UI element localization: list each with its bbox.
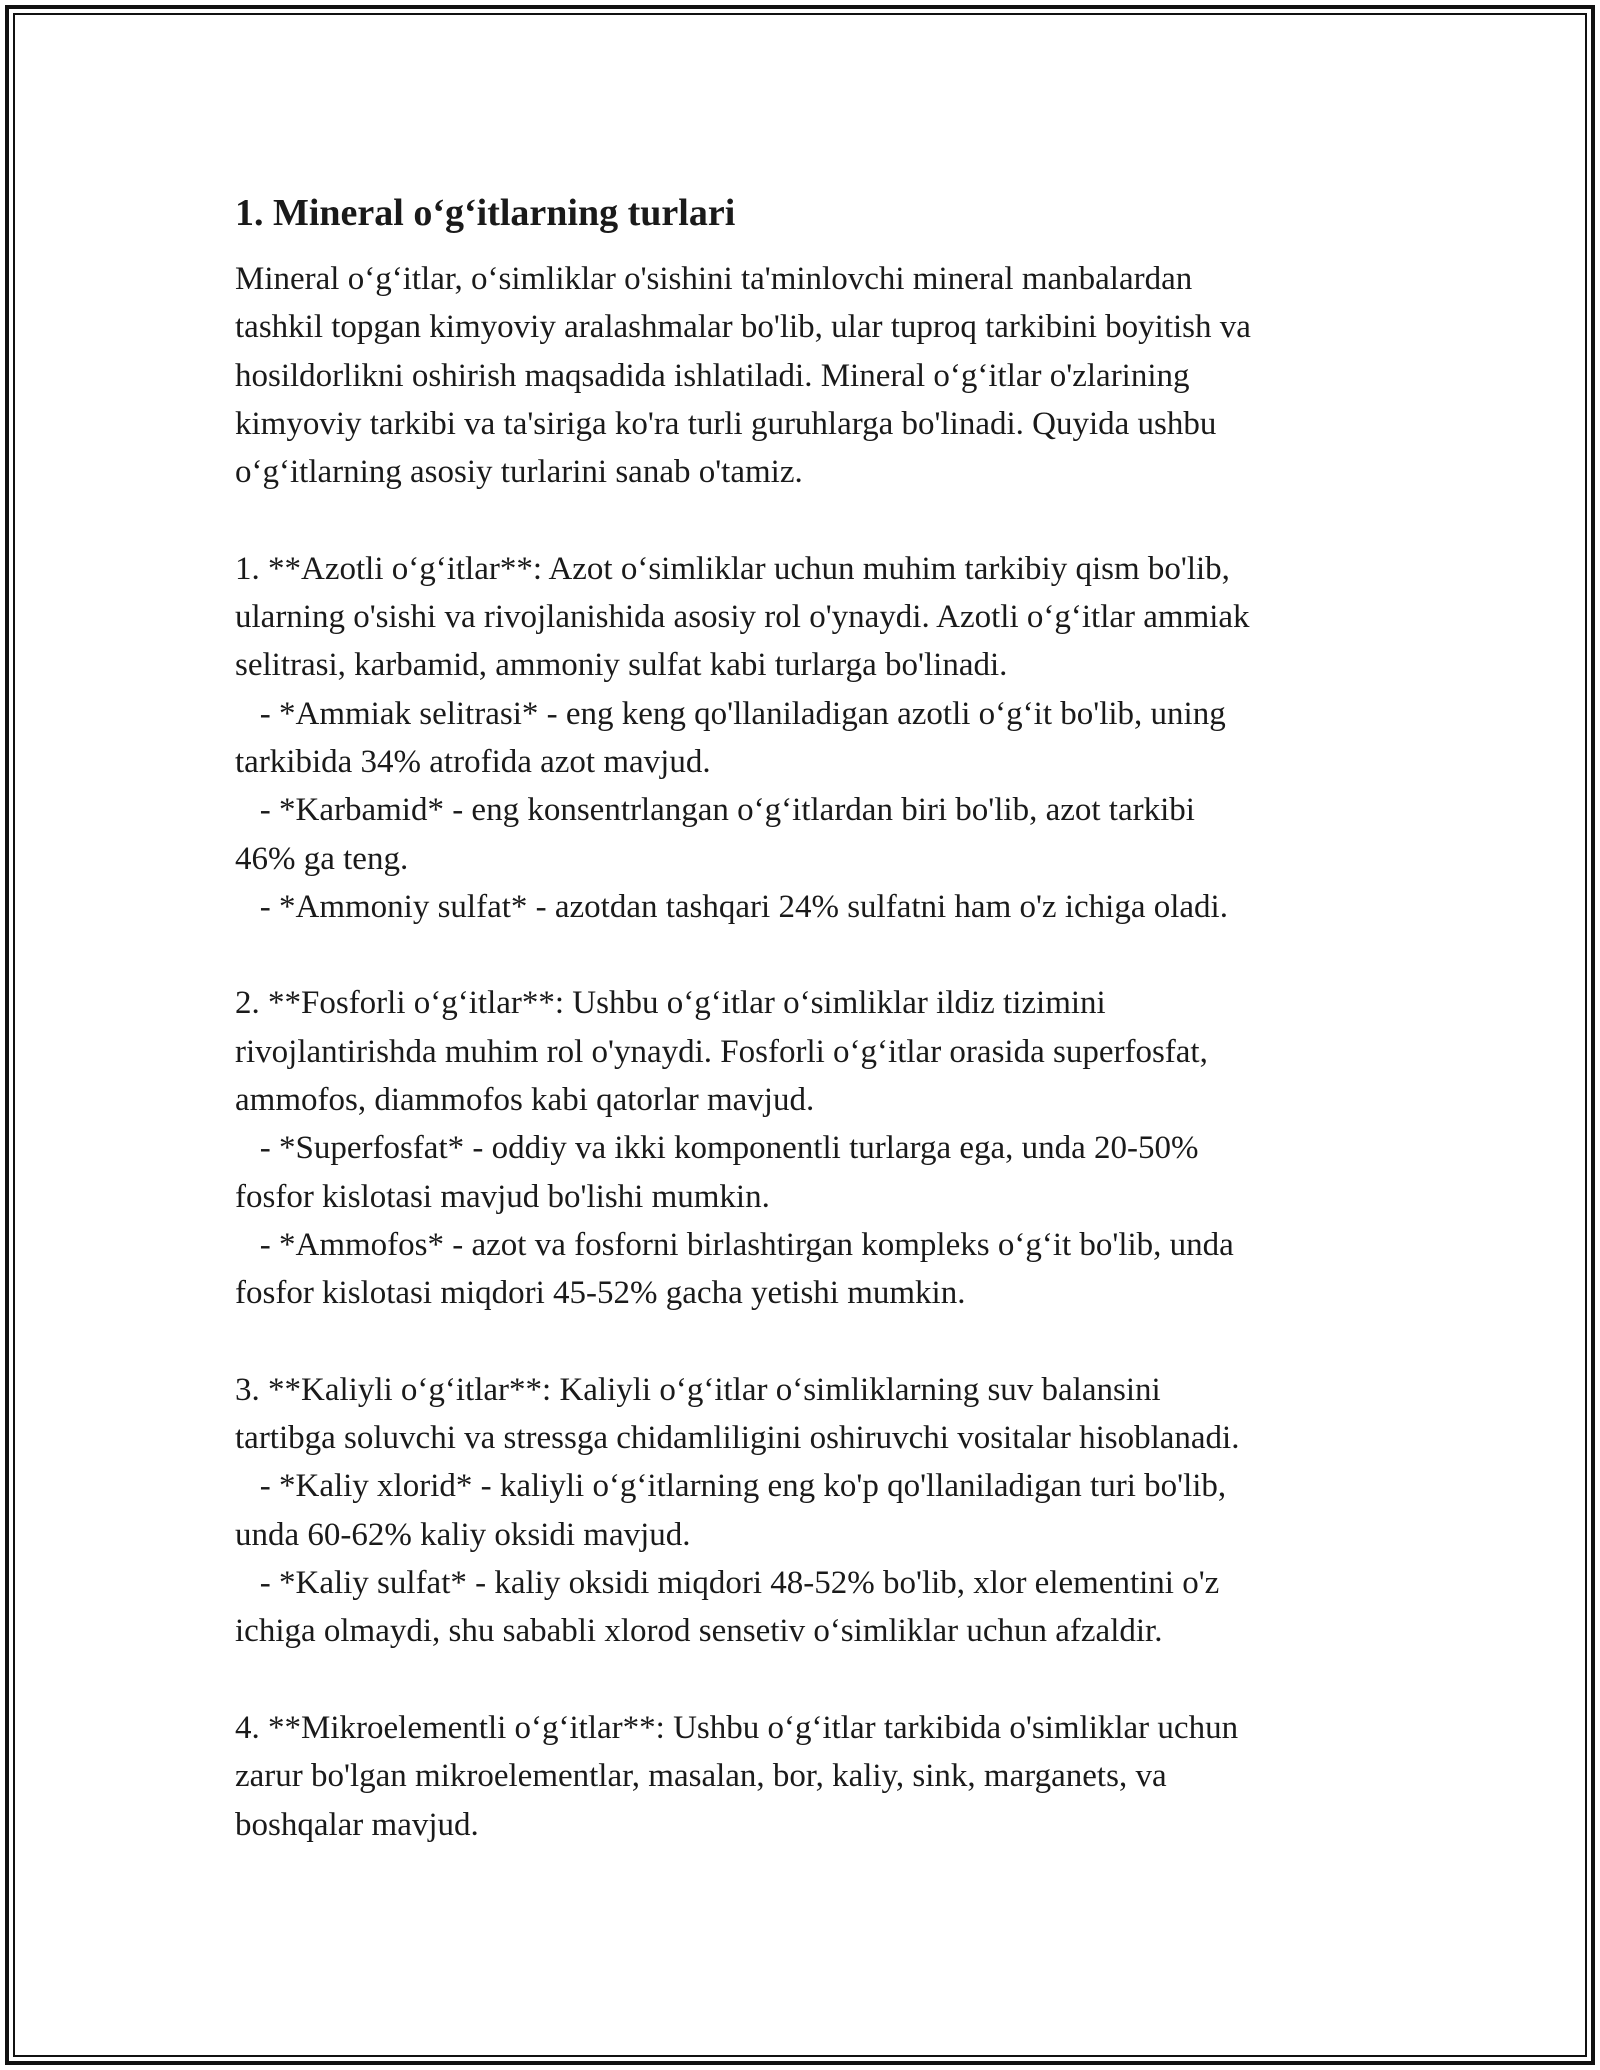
document-text xyxy=(235,255,1385,1849)
text-line: - *Karbamid* - eng konsentrlangan o‘g‘itlardan biri bo'lib, azot tarkibi xyxy=(235,792,1195,829)
text-line: hosildorlikni oshirish maqsadida ishlatiladi. Mineral o‘g‘itlar o'zlarining xyxy=(235,357,1190,394)
text-line: - *Kaliy sulfat* - kaliy oksidi miqdori 48-52% bo'lib, xlor elementini o'z xyxy=(235,1565,1220,1602)
text-line: 1. **Azotli o‘g‘itlar**: Azot o‘simliklar uchun muhim tarkibiy qism bo'lib, xyxy=(235,550,1230,587)
text-line: zarur bo'lgan mikroelementlar, masalan, bor, kaliy, sink, marganets, va xyxy=(235,1758,1167,1795)
text-line: - *Kaliy xlorid* - kaliyli o‘g‘itlarning eng ko'p qo'llaniladigan turi bo'lib, xyxy=(235,1468,1227,1505)
text-line: Mineral o‘g‘itlar, o‘simliklar o'sishini ta'minlovchi mineral manbalardan xyxy=(235,261,1193,297)
blank-line xyxy=(235,1656,1385,1704)
text-line: selitrasi, karbamid, ammoniy sulfat kabi turlarga bo'linadi. xyxy=(235,647,1008,684)
text-line: ammofos, diammofos kabi qatorlar mavjud. xyxy=(235,1082,815,1119)
text-line: unda 60-62% kaliy oksidi mavjud. xyxy=(235,1516,691,1553)
text-line: fosfor kislotasi mavjud bo'lishi mumkin. xyxy=(235,1178,770,1215)
text-line: 4. **Mikroelementli o‘g‘itlar**: Ushbu o‘g‘itlar tarkibida o'simliklar uchun xyxy=(235,1709,1239,1746)
blank-line xyxy=(235,931,1385,979)
document-title: 1. Mineral o‘g‘itlarning turlari xyxy=(235,192,736,234)
text-line: ularning o'sishi va rivojlanishida asosiy rol o'ynaydi. Azotli o‘g‘itlar ammiak xyxy=(235,599,1250,636)
text-line: - *Ammofos* - azot va fosforni birlashtirgan kompleks o‘g‘it bo'lib, unda xyxy=(235,1226,1234,1263)
blank-line xyxy=(235,1318,1385,1366)
text-line: 2. **Fosforli o‘g‘itlar**: Ushbu o‘g‘itlar o‘simliklar ildiz tizimini xyxy=(235,985,1106,1022)
text-line: tashkil topgan kimyoviy aralashmalar bo'lib, ular tuproq tarkibini boyitish va xyxy=(235,309,1251,346)
text-line: - *Ammoniy sulfat* - azotdan tashqari 24% sulfatni ham o'z ichiga oladi. xyxy=(235,888,1228,925)
text-line: 3. **Kaliyli o‘g‘itlar**: Kaliyli o‘g‘itlar o‘simliklarning suv balansini xyxy=(235,1371,1161,1408)
text-line: - *Ammiak selitrasi* - eng keng qo'llaniladigan azotli o‘g‘it bo'lib, uning xyxy=(235,695,1226,732)
text-line: 46% ga teng. xyxy=(235,840,409,877)
text-line: fosfor kislotasi miqdori 45-52% gacha yetishi mumkin. xyxy=(235,1275,966,1312)
text-line: tarkibida 34% atrofida azot mavjud. xyxy=(235,743,711,780)
document-body xyxy=(235,183,1385,1849)
text-line: kimyoviy tarkibi va ta'siriga ko'ra turli guruhlarga bo'linadi. Quyida ushbu xyxy=(235,405,1217,442)
text-line: - *Superfosfat* - oddiy va ikki komponentli turlarga ega, unda 20-50% xyxy=(235,1130,1199,1167)
blank-line xyxy=(235,496,1385,544)
text-line: boshqalar mavjud. xyxy=(235,1806,479,1843)
text-line: rivojlantirishda muhim rol o'ynaydi. Fosforli o‘g‘itlar orasida superfosfat, xyxy=(235,1033,1208,1070)
text-line: o‘g‘itlarning asosiy turlarini sanab o'tamiz. xyxy=(235,454,803,491)
text-line: ichiga olmaydi, shu sababli xlorod sensetiv o‘simliklar uchun afzaldir. xyxy=(235,1613,1163,1650)
text-line: tartibga soluvchi va stressga chidamliligini oshiruvchi vositalar hisoblanadi. xyxy=(235,1420,1240,1457)
